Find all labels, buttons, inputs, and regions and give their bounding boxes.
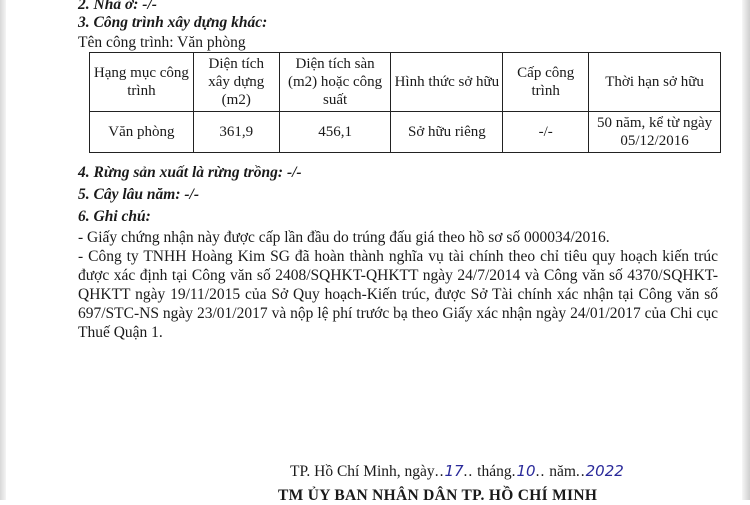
cell-grade: -/- <box>503 112 589 153</box>
handwritten-month: 10 <box>516 462 536 480</box>
note-first-issue: - Giấy chứng nhận này được cấp lần đầu do trúng đấu giá theo hồ sơ số 000034/2016. <box>78 229 610 246</box>
handwritten-year: 2022 <box>585 462 624 480</box>
header-category: Hạng mục công trình <box>90 53 194 112</box>
section-perennial: 5. Cây lâu năm: -/- <box>78 186 199 203</box>
date-month-label: tháng <box>477 463 512 480</box>
section-house: 2. Nhà ở: -/- <box>78 0 157 13</box>
cell-build-area: 361,9 <box>193 112 279 153</box>
section-notes: 6. Ghi chú: <box>78 208 151 225</box>
works-table <box>89 52 721 153</box>
handwritten-day: 17 <box>444 462 464 480</box>
work-name: Tên công trình: Văn phòng <box>78 34 246 51</box>
date-place-prefix: TP. Hồ Chí Minh, ngày <box>290 463 435 480</box>
header-floor-area: Diện tích sàn (m2) hoặc công suất <box>279 53 391 112</box>
cell-floor-area: 456,1 <box>279 112 391 153</box>
header-build-area: Diện tích xây dựng (m2) <box>193 53 279 112</box>
header-ownership-form: Hình thức sở hữu <box>391 53 503 112</box>
page-edge-right <box>742 0 750 500</box>
table-row <box>90 112 721 153</box>
issuing-authority: TM ỦY BAN NHÂN DÂN TP. HỒ CHÍ MINH <box>278 487 598 504</box>
signature-date-line: TP. Hồ Chí Minh, ngày..17.. tháng.10.. năm..2022 <box>290 462 624 480</box>
header-grade: Cấp công trình <box>503 53 589 112</box>
section-other-works: 3. Công trình xây dựng khác: <box>78 14 268 31</box>
date-year-label: năm <box>549 463 576 480</box>
page-edge-left <box>0 0 6 500</box>
section-forest: 4. Rừng sản xuất là rừng trồng: -/- <box>78 164 302 181</box>
cell-ownership-form: Sở hữu riêng <box>391 112 503 153</box>
header-ownership-term: Thời hạn sở hữu <box>589 53 721 112</box>
cell-ownership-term: 50 năm, kể từ ngày 05/12/2016 <box>589 112 721 153</box>
cell-category: Văn phòng <box>90 112 194 153</box>
note-financial-obligation: - Công ty TNHH Hoàng Kim SG đã hoàn thành nghĩa vụ tài chính theo chỉ tiêu quy hoạch kiến trúc được xác định tại Công văn số 2408/SQHKT-QHKTT ngày 24/7/2014 và Công văn số 4370/SQHKT-QHKTT ngày 19/11/2015 của Sở Quy hoạch-Kiến trúc, được Sở Tài chính xác nhận tại Công văn số 697/STC-NS ngày 23/01/2017 và nộp lệ phí trước bạ theo Giấy xác nhận ngày 24/01/2017 của Chi cục Thuế Quận 1. <box>78 248 718 341</box>
table-header-row <box>90 53 721 112</box>
